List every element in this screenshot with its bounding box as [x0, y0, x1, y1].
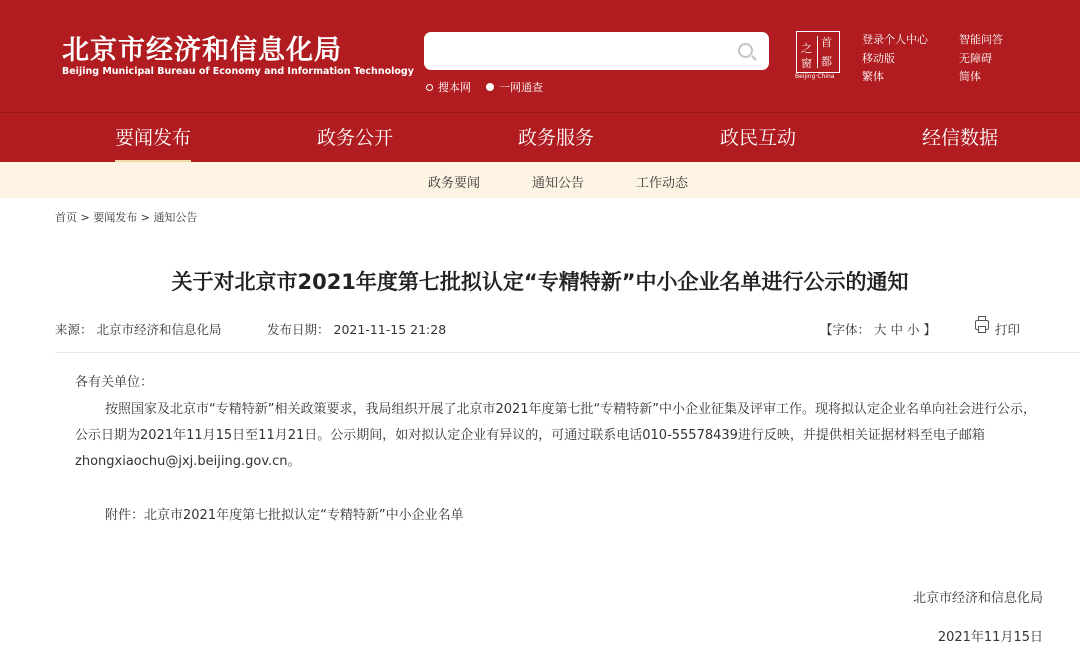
nav-item-interaction[interactable]: 政民互动	[720, 127, 797, 149]
font-size-label: 【字体：	[820, 322, 871, 337]
subnav-item-gov-news[interactable]: 政务要闻	[428, 176, 481, 191]
breadcrumb-separator: >	[80, 211, 90, 224]
search-scope-all[interactable]	[486, 79, 543, 95]
breadcrumb	[55, 209, 197, 225]
attachment-label: 附件：	[105, 508, 145, 523]
seal-divider	[817, 36, 818, 68]
font-size-close: 】	[923, 322, 937, 337]
breadcrumb-home[interactable]: 首页	[55, 211, 77, 224]
source-value: 北京市经济和信息化局	[96, 322, 222, 337]
article-attachment	[105, 504, 464, 523]
search-scope-site[interactable]	[426, 79, 471, 95]
font-size-small-button[interactable]: 小	[907, 322, 920, 337]
print-button[interactable]: 打印	[995, 322, 1021, 337]
mobile-version-link[interactable]: 移动版	[862, 52, 895, 65]
meta-divider	[55, 352, 1080, 353]
simplified-chinese-link[interactable]: 简体	[959, 70, 981, 83]
font-size-control	[820, 320, 936, 338]
seal-caption: Beijing·China	[795, 73, 835, 80]
site-header	[0, 0, 1080, 112]
article-signature: 北京市经济和信息化局	[912, 591, 1043, 606]
traditional-chinese-link[interactable]: 繁体	[862, 70, 884, 83]
sub-nav	[0, 162, 1080, 198]
date-label: 发布日期：	[267, 322, 330, 337]
breadcrumb-news[interactable]: 要闻发布	[93, 211, 138, 224]
attachment-link[interactable]: 北京市2021年度第七批拟认定“专精特新”中小企业名单	[144, 508, 464, 523]
article-date	[267, 320, 446, 338]
capital-window-seal-icon[interactable]: 首 之 都 窗	[796, 31, 840, 73]
nav-item-services[interactable]: 政务服务	[518, 127, 595, 149]
search-icon[interactable]	[738, 43, 753, 58]
print-icon[interactable]	[975, 320, 989, 330]
subnav-item-notices[interactable]: 通知公告	[532, 176, 585, 191]
source-label: 来源：	[55, 322, 93, 337]
date-value: 2021-11-15 21:28	[333, 322, 447, 337]
main-nav	[0, 112, 1080, 163]
search-input[interactable]	[424, 32, 769, 70]
login-link[interactable]: 登录个人中心	[862, 33, 928, 46]
breadcrumb-separator: >	[140, 211, 150, 224]
search-scope-site-label: 搜本网	[438, 81, 471, 94]
search-scope-all-label: 一网通查	[499, 81, 543, 94]
article-title: 关于对北京市2021年度第七批拟认定“专精特新”中小企业名单进行公示的通知	[171, 270, 909, 294]
subnav-item-work-updates[interactable]: 工作动态	[636, 176, 689, 191]
article-sign-date: 2021年11月15日	[937, 630, 1043, 645]
nav-item-data[interactable]: 经信数据	[922, 127, 999, 149]
nav-item-gov-affairs[interactable]: 政务公开	[317, 127, 394, 149]
article-salutation: 各有关单位：	[75, 375, 154, 390]
breadcrumb-notices[interactable]: 通知公告	[153, 211, 198, 224]
font-size-large-button[interactable]: 大	[874, 322, 887, 337]
font-size-medium-button[interactable]: 中	[890, 322, 904, 337]
site-logo-title[interactable]: 北京市经济和信息化局	[62, 35, 342, 66]
smart-qa-link[interactable]: 智能问答	[959, 33, 1003, 46]
radio-unselected-icon[interactable]	[426, 84, 433, 91]
article-source	[55, 320, 222, 338]
radio-selected-icon[interactable]	[486, 83, 494, 91]
site-logo-subtitle: Beijing Municipal Bureau of Economy and Information Technology	[62, 66, 414, 77]
accessibility-link[interactable]: 无障碍	[959, 52, 992, 65]
article-body-paragraph: 按照国家及北京市“专精特新”相关政策要求，我局组织开展了北京市2021年度第七批“专精特新”中小企业征集及评审工作。现将拟认定企业名单向社会进行公示，公示日期为2021年11月15日至11月21日。公示期间，如对拟认定企业有异议的，可通过联系电话010-55578439进行反映，并提供相关证据材料至电子邮箱zhongxiaochu@jxj.beijing.gov.cn。	[75, 402, 1037, 469]
nav-item-news[interactable]: 要闻发布	[115, 113, 191, 163]
